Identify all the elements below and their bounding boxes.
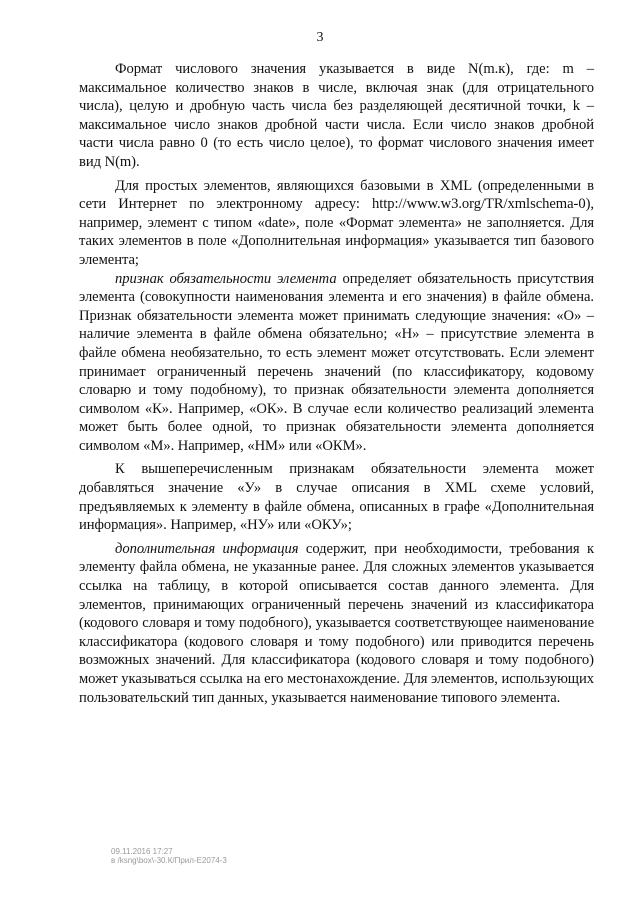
paragraph-number-format: Формат числового значения указывается в виде N(m.к), где: m – максимальное количество знаков в числе, включая знак (для отрицательного числа), целую и дробную часть числа без разделяющей десятичной точки, k – максимальное число знаков дробной части числа. Если число знаков дробной части числа равно 0 (то есть число целое), то формат числового значения имеет вид N(m). — [79, 61, 594, 170]
footer-path: в /ksng\box\-30.К/Прил-Е2074-3 — [111, 856, 227, 865]
paragraph-additional-info — [79, 540, 594, 707]
footer-date: 09.11.2016 17:27 — [111, 847, 173, 856]
page-number: 3 — [316, 30, 324, 45]
term-mandatory-sign: признак обязательности элемента — [115, 270, 337, 287]
paragraph-mandatory-sign-text: определяет обязательность присутствия элемента (совокупности наименования элемента и его значения) в файле обмена. Признак обязательности элемента может принимать следующие значения: «О» – наличие элемента в файле обмена обязательно; «Н» – присутствие элемента в файле обмена необязательно, то есть элемент может отсутствовать. Если элемент принимает ограниченный перечень значений (по классификатору, кодовому словарю и тому подобному), то признак обязательности элемента дополняется символом «К». Например, «ОК». В случае если количество реализаций элемента может быть более одной, то признак обязательности элемента дополняется символом «М». Например, «НМ» или «ОКМ». — [79, 270, 595, 454]
paragraph-additional-info-text: содержит, при необходимости, требования к элементу файла обмена, не указанные ранее. Для сложных элементов указывается ссылка на таблицу, в которой описывается состав данного элемента. Для элементов, принимающих ограниченный перечень значений из классификатора (кодового словаря и тому подобного), указывается соответствующее наименование классификатора (кодового словаря и тому подобного) или приводится перечень возможных значений. Для классификатора (кодового словаря и тому подобного) может указываться ссылка на его местонахождение. Для элементов, использующих пользовательский тип данных, указывается наименование типового элемента. — [79, 540, 594, 706]
footer-stamp — [111, 847, 227, 865]
term-additional-info: дополнительная информация — [115, 540, 299, 557]
paragraph-xml-base-types: Для простых элементов, являющихся базовыми в XML (определенными в сети Интернет по электронному адресу: http://www.w3.org/TR/xmlschema-0), например, элемент с типом «date», поле «Формат элемента» не заполняется. Для таких элементов в поле «Дополнительная информация» указывается тип базового элемента; — [79, 177, 594, 268]
document-body — [79, 60, 594, 707]
paragraph-conditional-value: К вышеперечисленным признакам обязательности элемента может добавляться значение «У» в случае описания в XML схеме условий, предъявляемых к элементу в файле обмена, описанных в графе «Дополнительная информация». Например, «НУ» или «ОКУ»; — [79, 461, 594, 534]
paragraph-mandatory-sign — [79, 270, 594, 456]
